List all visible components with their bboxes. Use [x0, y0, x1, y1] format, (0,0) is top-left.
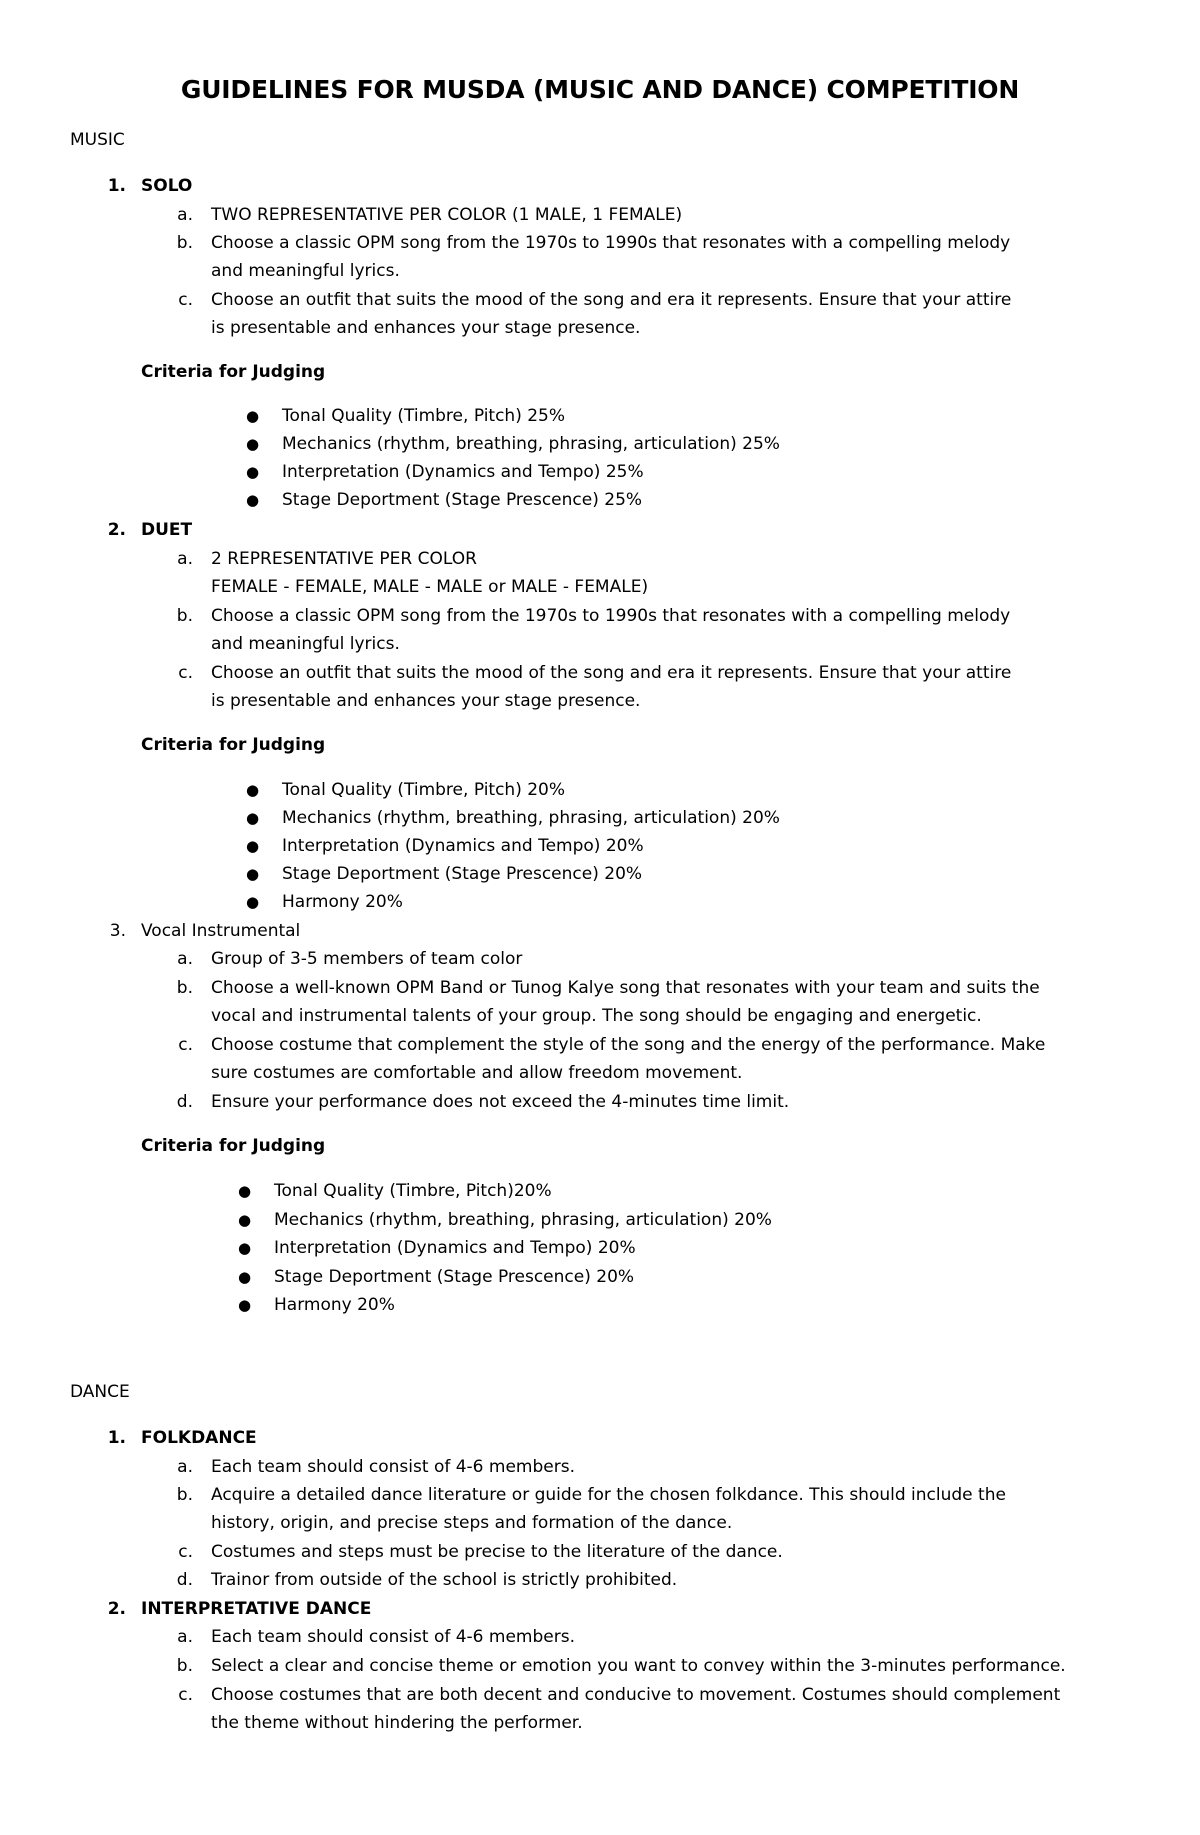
section-number: 2.	[107, 1599, 126, 1619]
item-text: Costumes and steps must be precise to the literature of the dance.	[211, 1542, 783, 1562]
bullet-icon: ●	[246, 435, 260, 453]
item-letter: c.	[178, 290, 193, 310]
item-text: TWO REPRESENTATIVE PER COLOR (1 MALE, 1 FEMALE)	[211, 205, 683, 225]
item-letter: d.	[176, 1092, 193, 1112]
criteria-item: Stage Deportment (Stage Prescence) 25%	[282, 490, 643, 510]
item-text: Choose costume that complement the style of the song and the energy of the performance. Make	[211, 1035, 1046, 1055]
item-letter: a.	[177, 549, 193, 569]
item-text: Choose a classic OPM song from the 1970s to 1990s that resonates with a compelling melody	[211, 606, 1011, 626]
bullet-icon: ●	[246, 865, 260, 883]
item-letter: c.	[178, 1685, 193, 1705]
criteria-item: Mechanics (rhythm, breathing, phrasing, articulation) 20%	[274, 1210, 772, 1230]
item-text: Ensure your performance does not exceed the 4-minutes time limit.	[211, 1092, 790, 1112]
criteria-item: Interpretation (Dynamics and Tempo) 20%	[282, 836, 644, 856]
section-number: 3.	[109, 921, 126, 941]
item-letter: b.	[176, 233, 193, 253]
bullet-icon: ●	[246, 837, 260, 855]
criteria-item: Interpretation (Dynamics and Tempo) 25%	[282, 462, 644, 482]
section-title-duet: DUET	[141, 520, 193, 540]
criteria-heading: Criteria for Judging	[141, 735, 326, 755]
item-text: Choose costumes that are both decent and conducive to movement. Costumes should complement	[211, 1685, 1061, 1705]
item-text: Choose a well-known OPM Band or Tunog Kalye song that resonates with your team and suits the	[211, 978, 1040, 998]
item-letter: b.	[176, 1656, 193, 1676]
item-text: is presentable and enhances your stage presence.	[211, 691, 641, 711]
document-title: GUIDELINES FOR MUSDA (MUSIC AND DANCE) COMPETITION	[180, 75, 1020, 104]
criteria-item: Tonal Quality (Timbre, Pitch) 20%	[282, 780, 566, 800]
item-letter: a.	[177, 949, 193, 969]
item-text: sure costumes are comfortable and allow freedom movement.	[211, 1063, 743, 1083]
item-letter: c.	[178, 1542, 193, 1562]
item-text: the theme without hindering the performer.	[211, 1713, 583, 1733]
criteria-item: Harmony 20%	[274, 1295, 395, 1315]
criteria-item: Mechanics (rhythm, breathing, phrasing, articulation) 20%	[282, 808, 780, 828]
criteria-item: Harmony 20%	[282, 892, 403, 912]
bullet-icon: ●	[246, 893, 260, 911]
item-letter: a.	[177, 1627, 193, 1647]
item-letter: c.	[178, 1035, 193, 1055]
bullet-icon: ●	[238, 1296, 252, 1314]
item-letter: b.	[176, 606, 193, 626]
criteria-item: Interpretation (Dynamics and Tempo) 20%	[274, 1238, 636, 1258]
bullet-icon: ●	[246, 463, 260, 481]
item-text: Each team should consist of 4-6 members.	[211, 1457, 575, 1477]
criteria-item: Stage Deportment (Stage Prescence) 20%	[282, 864, 643, 884]
item-letter: a.	[177, 205, 193, 225]
section-title-interpretative-dance: INTERPRETATIVE DANCE	[141, 1599, 372, 1619]
section-number: 2.	[107, 520, 126, 540]
item-letter: c.	[178, 663, 193, 683]
item-text: Group of 3-5 members of team color	[211, 949, 523, 969]
criteria-item: Tonal Quality (Timbre, Pitch) 25%	[282, 406, 566, 426]
bullet-icon: ●	[238, 1211, 252, 1229]
item-text: FEMALE - FEMALE, MALE - MALE or MALE - FEMALE)	[211, 577, 649, 597]
item-text: vocal and instrumental talents of your group. The song should be engaging and energetic.	[211, 1006, 982, 1026]
criteria-item: Stage Deportment (Stage Prescence) 20%	[274, 1267, 635, 1287]
section-title-vocal-instrumental: Vocal Instrumental	[141, 921, 301, 941]
section-title-folkdance: FOLKDANCE	[141, 1428, 257, 1448]
item-text: history, origin, and precise steps and formation of the dance.	[211, 1513, 733, 1533]
item-text: and meaningful lyrics.	[211, 261, 400, 281]
dance-heading: DANCE	[70, 1382, 130, 1402]
item-text: Choose an outfit that suits the mood of the song and era it represents. Ensure that your attire	[211, 663, 1012, 683]
item-text: is presentable and enhances your stage presence.	[211, 318, 641, 338]
bullet-icon: ●	[238, 1268, 252, 1286]
item-text: Acquire a detailed dance literature or guide for the chosen folkdance. This should include the	[211, 1485, 1006, 1505]
bullet-icon: ●	[246, 407, 260, 425]
bullet-icon: ●	[246, 781, 260, 799]
item-text: Select a clear and concise theme or emotion you want to convey within the 3-minutes performance.	[211, 1656, 1066, 1676]
bullet-icon: ●	[238, 1182, 252, 1200]
section-title-solo: SOLO	[141, 176, 193, 196]
item-letter: b.	[176, 1485, 193, 1505]
item-text: Trainor from outside of the school is strictly prohibited.	[211, 1570, 678, 1590]
item-letter: a.	[177, 1457, 193, 1477]
item-text: Choose an outfit that suits the mood of the song and era it represents. Ensure that your attire	[211, 290, 1012, 310]
section-number: 1.	[107, 176, 126, 196]
criteria-heading: Criteria for Judging	[141, 1136, 326, 1156]
bullet-icon: ●	[238, 1239, 252, 1257]
item-text: Each team should consist of 4-6 members.	[211, 1627, 575, 1647]
bullet-icon: ●	[246, 809, 260, 827]
item-letter: d.	[176, 1570, 193, 1590]
item-text: and meaningful lyrics.	[211, 634, 400, 654]
bullet-icon: ●	[246, 491, 260, 509]
criteria-item: Mechanics (rhythm, breathing, phrasing, articulation) 25%	[282, 434, 780, 454]
music-heading: MUSIC	[70, 130, 125, 150]
item-letter: b.	[176, 978, 193, 998]
criteria-heading: Criteria for Judging	[141, 362, 326, 382]
item-text: Choose a classic OPM song from the 1970s to 1990s that resonates with a compelling melody	[211, 233, 1011, 253]
section-number: 1.	[107, 1428, 126, 1448]
criteria-item: Tonal Quality (Timbre, Pitch)20%	[274, 1181, 552, 1201]
item-text: 2 REPRESENTATIVE PER COLOR	[211, 549, 477, 569]
